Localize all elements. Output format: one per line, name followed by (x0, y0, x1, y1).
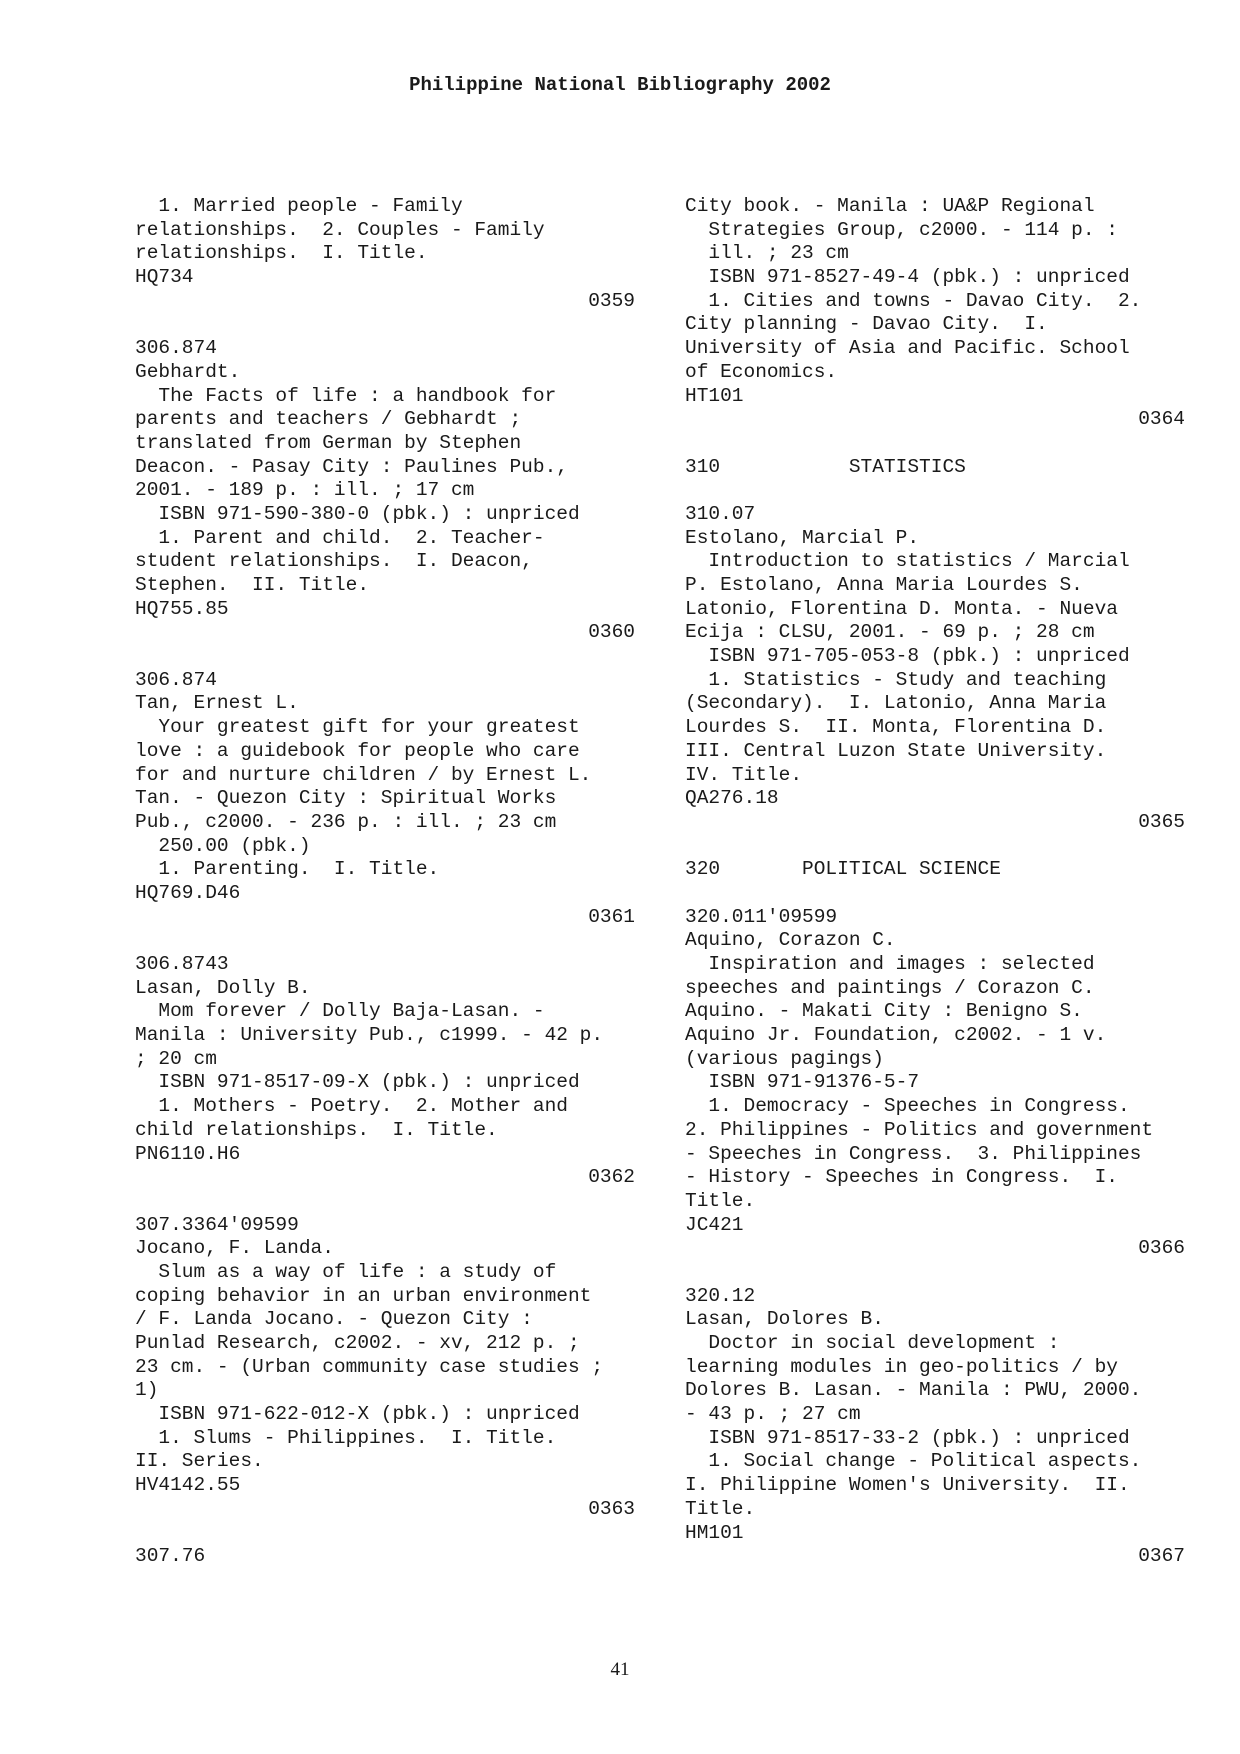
text-line: 1. Statistics - Study and teaching (685, 668, 1107, 691)
text-line: Slum as a way of life : a study of (135, 1260, 557, 1283)
text-line: QA276.18 (685, 787, 779, 810)
text-line: of Economics. (685, 360, 838, 383)
entry-number: 0365 (1138, 810, 1185, 833)
text-line: child relationships. I. Title. (135, 1118, 498, 1141)
text-line: speeches and paintings / Corazon C. (685, 976, 1095, 999)
text-line: PN6110.H6 (135, 1142, 241, 1165)
text-line: 1. Social change - Political aspects. (685, 1450, 1142, 1473)
blank-line (685, 1261, 1185, 1285)
text-line: 1. Parent and child. 2. Teacher- (135, 526, 545, 549)
text-line: Lourdes S. II. Monta, Florentina D. (685, 716, 1107, 739)
entry-number: 0362 (588, 1166, 635, 1189)
text-line: Aquino. - Makati City : Benigno S. (685, 1000, 1083, 1023)
text-line: Introduction to statistics / Marcial (685, 550, 1130, 573)
text-line: HV4142.55 (135, 1474, 241, 1497)
text-line: Strategies Group, c2000. - 114 p. : (685, 218, 1118, 241)
entry-number: 0367 (1138, 1545, 1185, 1568)
text-line: ISBN 971-8527-49-4 (pbk.) : unpriced (685, 266, 1130, 289)
text-line: Aquino, Corazon C. (685, 929, 896, 952)
text-line: City planning - Davao City. I. (685, 313, 1048, 336)
text-line: 2001. - 189 p. : ill. ; 17 cm (135, 479, 475, 502)
entry-number: 0360 (588, 621, 635, 644)
text-line: student relationships. I. Deacon, (135, 550, 533, 573)
page-title: Philippine National Bibliography 2002 (409, 74, 831, 96)
text-line: (various pagings) (685, 1047, 884, 1070)
text-line: Punlad Research, c2002. - xv, 212 p. ; (135, 1332, 580, 1354)
text-line: 1) (135, 1379, 159, 1402)
text-line: ISBN 971-622-012-X (pbk.) : unpriced (135, 1403, 580, 1426)
text-line: (Secondary). I. Latonio, Anna Maria (685, 692, 1107, 715)
text-line: HQ769.D46 (135, 881, 241, 904)
entry-number: 0363 (588, 1497, 635, 1520)
text-line: love : a guidebook for people who care (135, 739, 580, 762)
text-line: University of Asia and Pacific. School (685, 337, 1130, 360)
entry-number: 0361 (588, 905, 635, 928)
entry-number: 0359 (588, 289, 635, 312)
text-line: ISBN 971-705-053-8 (pbk.) : unpriced (685, 645, 1130, 668)
text-line: relationships. 2. Couples - Family (135, 218, 545, 241)
text-line: 1. Married people - Family (135, 195, 463, 217)
entry-number: 0364 (1138, 408, 1185, 431)
text-line: - Speeches in Congress. 3. Philippines (685, 1142, 1142, 1165)
text-line: 1. Parenting. I. Title. (135, 858, 440, 881)
left-column (135, 195, 635, 1569)
text-line: relationships. I. Title. (135, 242, 428, 265)
text-line: 310.07 (685, 502, 756, 525)
text-line: ISBN 971-91376-5-7 (685, 1071, 920, 1094)
text-line: coping behavior in an urban environment (135, 1284, 592, 1307)
text-line: learning modules in geo-politics / by (685, 1355, 1118, 1378)
right-column (685, 195, 1185, 1569)
text-line: 1. Mothers - Poetry. 2. Mother and (135, 1095, 568, 1118)
text-line: Lasan, Dolores B. (685, 1308, 884, 1331)
text-line: - History - Speeches in Congress. I. (685, 1166, 1118, 1189)
text-line: Doctor in social development : (685, 1332, 1060, 1354)
text-line: Tan, Ernest L. (135, 692, 299, 715)
text-line: 307.3364'09599 (135, 1213, 299, 1236)
text-line: JC421 (685, 1213, 744, 1236)
blank-line (685, 479, 1185, 503)
blank-line (135, 645, 635, 669)
text-line: The Facts of life : a handbook for (135, 384, 557, 407)
blank-line (685, 432, 1185, 456)
text-line: Deacon. - Pasay City : Paulines Pub., (135, 455, 568, 478)
text-line: Mom forever / Dolly Baja-Lasan. - (135, 1000, 545, 1023)
text-line: Aquino Jr. Foundation, c2002. - 1 v. (685, 1024, 1107, 1047)
text-line: Dolores B. Lasan. - Manila : PWU, 2000. (685, 1379, 1142, 1402)
text-line: Stephen. II. Title. (135, 574, 370, 596)
text-line: HQ734 (135, 266, 194, 289)
blank-line (135, 929, 635, 953)
text-line: 320 POLITICAL SCIENCE (685, 858, 1001, 881)
text-line: HM101 (685, 1521, 744, 1544)
text-line: Lasan, Dolly B. (135, 976, 311, 999)
blank-line (135, 1190, 635, 1214)
text-line: Jocano, F. Landa. (135, 1237, 334, 1260)
text-line: 310 STATISTICS (685, 455, 966, 478)
text-line: Title. (685, 1189, 756, 1212)
text-line: 307.76 (135, 1545, 206, 1568)
text-line: P. Estolano, Anna Maria Lourdes S. (685, 574, 1083, 596)
text-line: Estolano, Marcial P. (685, 526, 920, 549)
text-line: parents and teachers / Gebhardt ; (135, 408, 522, 431)
text-line: III. Central Luzon State University. (685, 739, 1107, 762)
text-line: Pub., c2000. - 236 p. : ill. ; 23 cm (135, 810, 557, 833)
entry-number: 0366 (1138, 1237, 1185, 1260)
text-line: Tan. - Quezon City : Spiritual Works (135, 787, 557, 810)
text-line: 1. Democracy - Speeches in Congress. (685, 1095, 1130, 1118)
blank-line (685, 882, 1185, 906)
text-line: - 43 p. ; 27 cm (685, 1403, 861, 1426)
text-line: City book. - Manila : UA&P Regional (685, 195, 1095, 217)
text-line: ISBN 971-590-380-0 (pbk.) : unpriced (135, 502, 580, 525)
text-line: ISBN 971-8517-09-X (pbk.) : unpriced (135, 1071, 580, 1094)
text-line: 23 cm. - (Urban community case studies ; (135, 1355, 604, 1378)
text-line: 306.874 (135, 668, 217, 691)
blank-line (685, 835, 1185, 859)
text-line: IV. Title. (685, 763, 803, 786)
text-line: I. Philippine Women's University. II. (685, 1474, 1130, 1497)
text-line: 320.12 (685, 1284, 756, 1307)
text-line: / F. Landa Jocano. - Quezon City : (135, 1308, 533, 1331)
text-line: 1. Cities and towns - Davao City. 2. (685, 289, 1142, 312)
blank-line (135, 313, 635, 337)
text-line: 2. Philippines - Politics and government (685, 1118, 1154, 1141)
text-line: translated from German by Stephen (135, 431, 522, 454)
text-line: ; 20 cm (135, 1047, 217, 1070)
text-line: Gebhardt. (135, 360, 241, 383)
text-line: HT101 (685, 384, 744, 407)
text-line: II. Series. (135, 1450, 264, 1473)
text-line: 306.8743 (135, 953, 229, 975)
text-line: 320.011'09599 (685, 905, 838, 928)
text-line: HQ755.85 (135, 597, 229, 620)
text-line: 1. Slums - Philippines. I. Title. (135, 1426, 557, 1449)
text-line: Your greatest gift for your greatest (135, 716, 580, 739)
text-line: ill. ; 23 cm (685, 242, 849, 265)
blank-line (135, 1522, 635, 1546)
text-line: Ecija : CLSU, 2001. - 69 p. ; 28 cm (685, 621, 1095, 644)
text-line: ISBN 971-8517-33-2 (pbk.) : unpriced (685, 1426, 1130, 1449)
page-number: 41 (610, 1659, 630, 1680)
text-line: Title. (685, 1497, 756, 1520)
text-line: Manila : University Pub., c1999. - 42 p. (135, 1024, 604, 1047)
text-line: for and nurture children / by Ernest L. (135, 763, 592, 786)
text-line: Inspiration and images : selected (685, 953, 1095, 975)
text-line: 306.874 (135, 337, 217, 360)
text-line: 250.00 (pbk.) (135, 834, 311, 857)
text-line: Latonio, Florentina D. Monta. - Nueva (685, 597, 1118, 620)
